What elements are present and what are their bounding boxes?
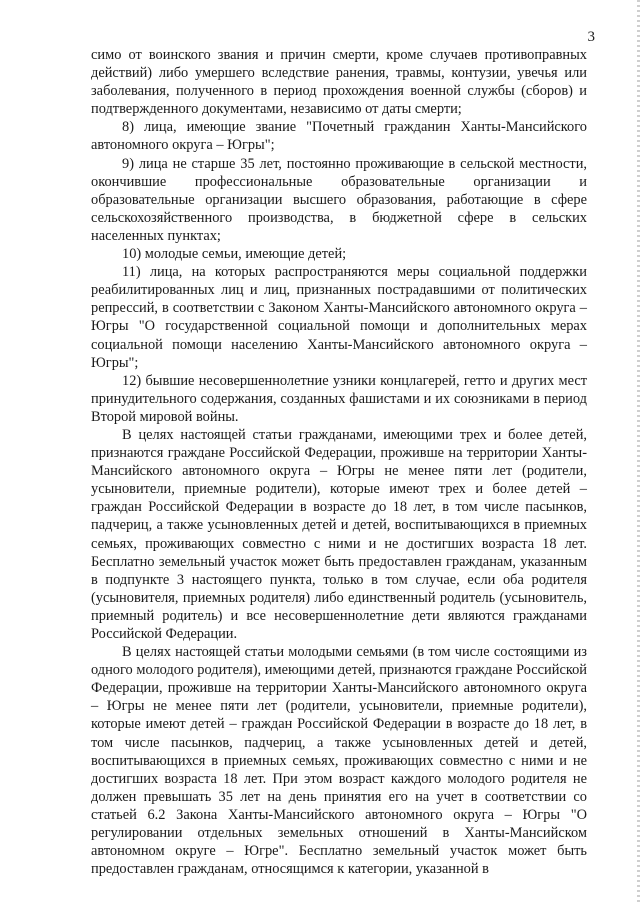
paragraph-young-families: В целях настоящей статьи молодыми семьями (в том числе состоящими из одного молодого родителя), имеющими детей, признаются граждане Российской Федерации, проживше на территории Ханты-Мансийского автономного округа – Югры не менее пяти лет (родители, усыновители, приемные родители), которые имеют детей – граждан Российской Федерации в возрасте до 18 лет, в том числе пасынков, падчериц, а также усыновленных детей и детей, воспитывающихся в приемных семьях, проживающих совместно с ними и не достигших возраста 18 лет. При этом возраст каждого молодого родителя не должен превышать 35 лет на день принятия его на учет в соответствии со статьей 6.2 Закона Ханты-Мансийского автономного округа – Югры "О регулировании отдельных земельных отношений в Ханты-Мансийском автономном округе – Югре". Бесплатно земельный участок может быть предоставлен гражданам, относящимся к категории, указанной в <box>91 644 587 878</box>
body-text <box>91 46 587 878</box>
paragraph-item-8: 8) лица, имеющие звание "Почетный гражданин Ханты-Мансийского автономного округа – Югры"; <box>91 119 587 154</box>
paragraph-item-12: 12) бывшие несовершеннолетние узники концлагерей, гетто и других мест принудительного содержания, созданных фашистами и их союзниками в период Второй мировой войны. <box>91 372 587 425</box>
paragraph-continuation: симо от воинского звания и причин смерти, кроме случаев противоправных действий) либо умершего вследствие ранения, травмы, контузии, увечья или заболевания, полученного в период прохождения военной службы (сборов) и подтвержденного документами, независимо от даты смерти; <box>91 47 587 118</box>
paragraph-item-10: 10) молодые семьи, имеющие детей; <box>122 246 347 263</box>
paragraph-item-9: 9) лица не старше 35 лет, постоянно проживающие в сельской местности, окончившие профессиональные образовательные организации и образовательные организации высшего образования, работающие в сфере сельскохозяйственного производства, в бюджетной сфере в сельских населенных пунктах; <box>91 155 587 244</box>
paragraph-large-families: В целях настоящей статьи гражданами, имеющими трех и более детей, признаются граждане Российской Федерации, проживше на территории Ханты-Мансийского автономного округа – Югры не менее пяти лет (родители, усыновители, приемные родители), которые имеют трех и более детей – граждан Российской Федерации в возрасте до 18 лет, в том числе пасынков, падчериц, а также усыновленных детей и детей, воспитывающихся в приемных семьях, проживающих совместно с ними и не достигших возраста 18 лет. Бесплатно земельный участок может быть предоставлен гражданам, указанным в подпункте 3 настоящего пункта, только в том случае, если оба родителя (усыновителя, приемных родителя) либо единственный родитель (усыновитель, приемный родитель) и все несовершеннолетние дети являются гражданами Российской Федерации. <box>91 426 587 642</box>
page-number: 3 <box>587 29 595 45</box>
paragraph-item-11: 11) лица, на которых распространяются меры социальной поддержки реабилитированных лиц и лиц, признанных пострадавшими от политических репрессий, в соответствии с Законом Ханты-Мансийского автономного округа – Югры "О государственной социальной помощи и дополнительных мерах социальной помощи населению Ханты-Мансийского автономного округа – Югры"; <box>91 264 587 371</box>
